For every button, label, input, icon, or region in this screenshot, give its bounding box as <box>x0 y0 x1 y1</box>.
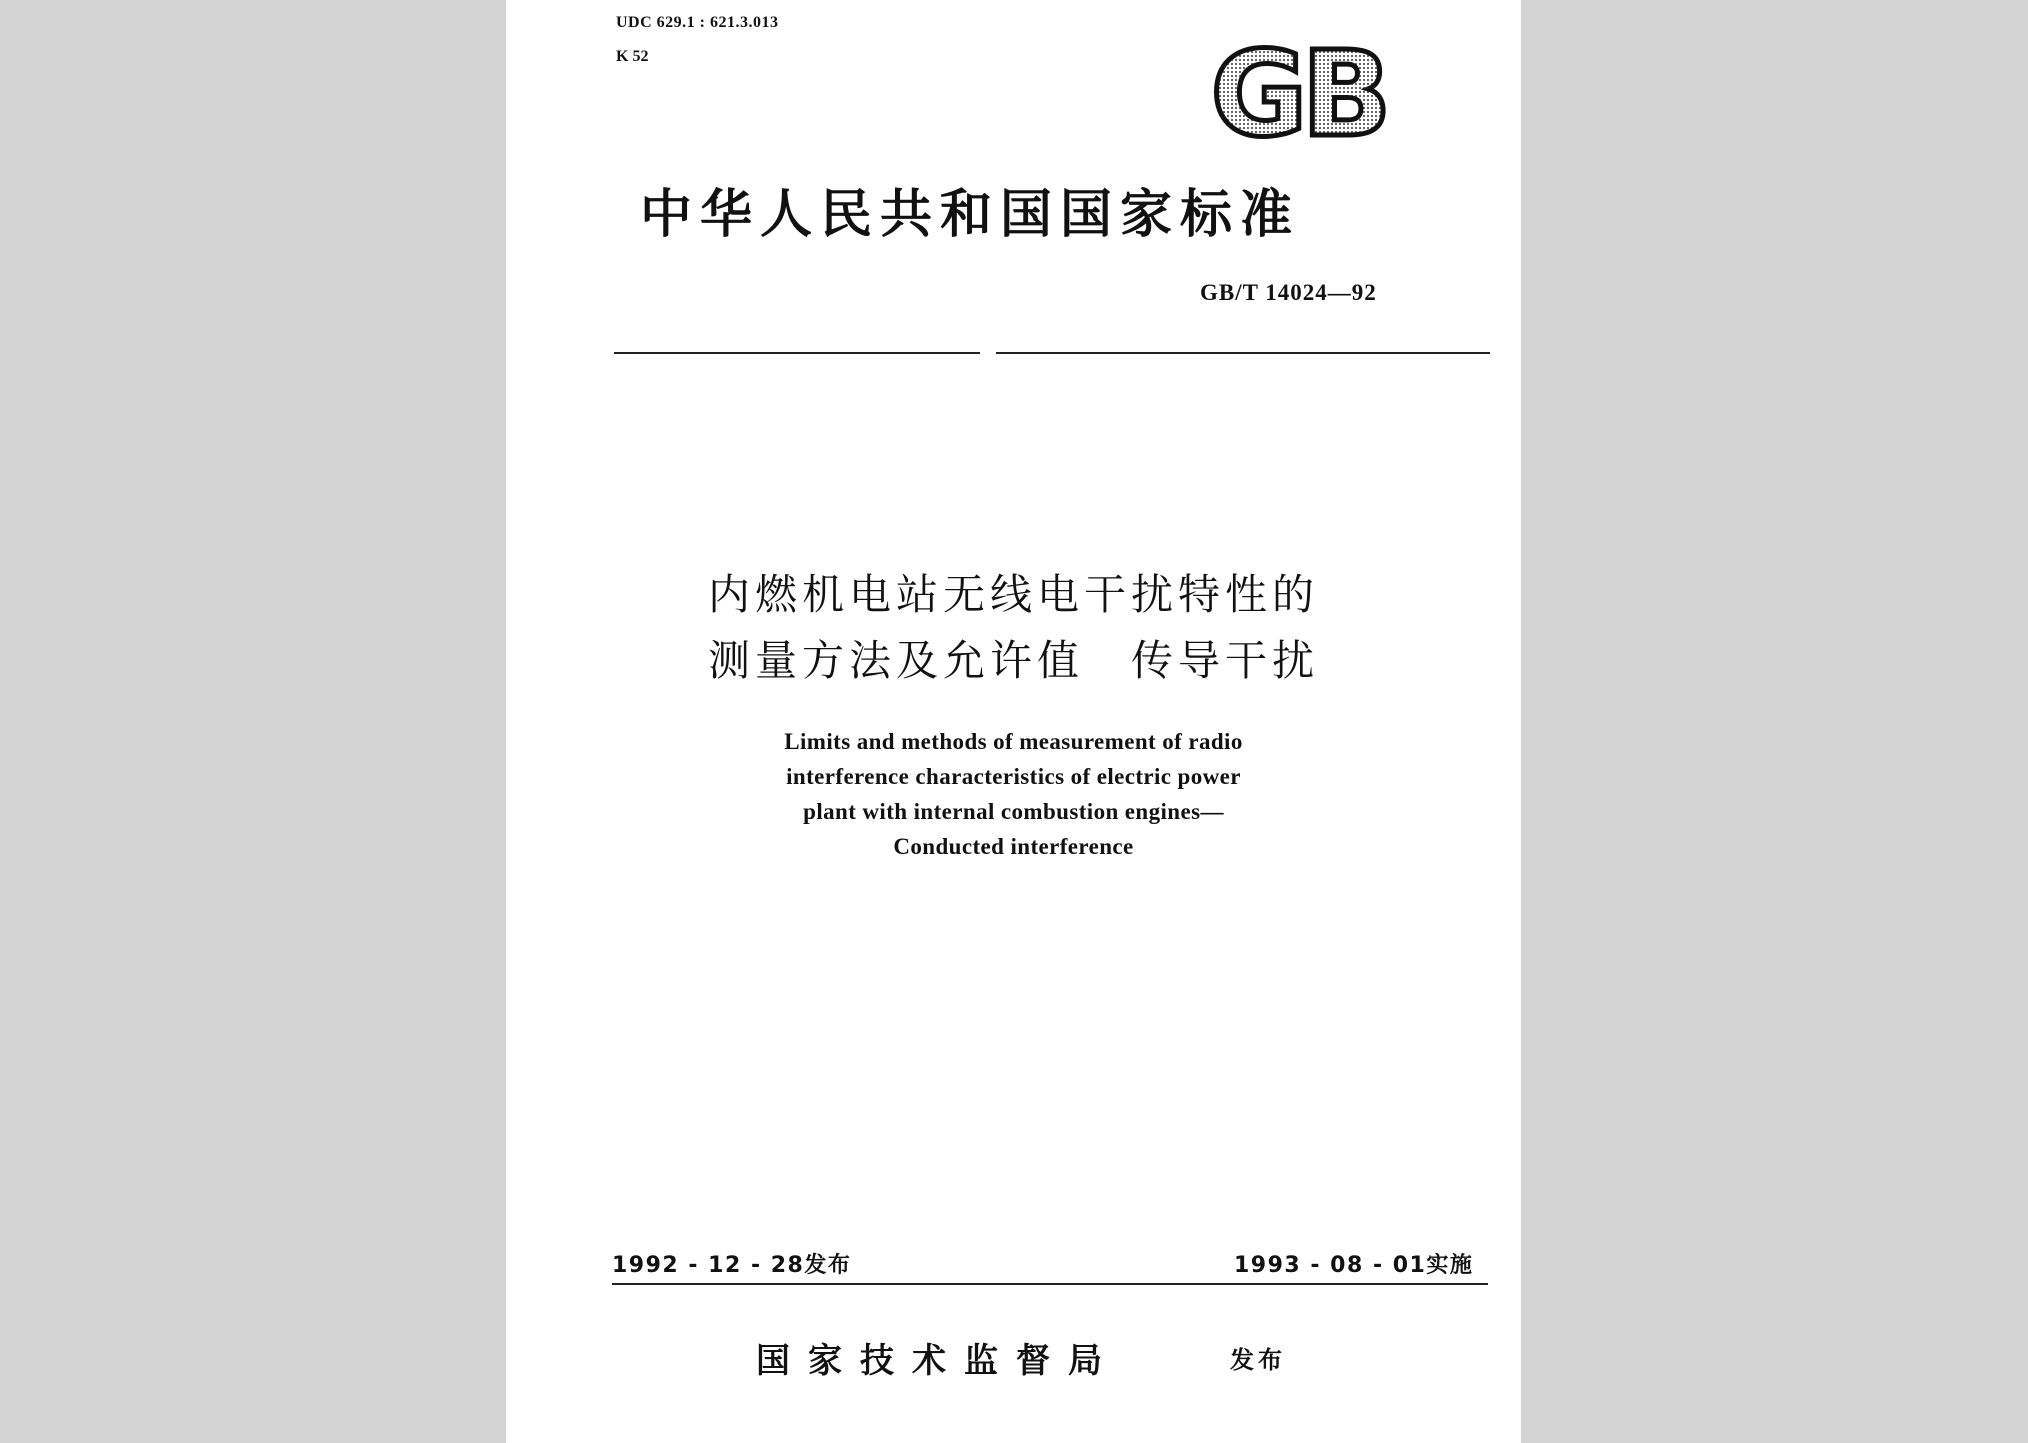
title-en-line1: Limits and methods of measurement of radio <box>784 729 1243 754</box>
document-page <box>506 0 1521 1443</box>
header-rule-gap <box>980 348 996 358</box>
gb-logo <box>1198 38 1398 146</box>
classification-code: K 52 <box>616 48 649 65</box>
publish-label: 发布 <box>1230 1345 1286 1374</box>
standard-name-cn: 中华人民共和国国家标准 <box>640 185 1301 245</box>
implement-date: 1993 - 08 - 01实施 <box>1234 1253 1474 1278</box>
title-cn-line2: 测量方法及允许值 传导干扰 <box>707 636 1319 685</box>
title-cn-line1: 内燃机电站无线电干扰特性的 <box>707 570 1319 619</box>
title-en-line4: Conducted interference <box>893 834 1134 859</box>
udc-code: UDC 629.1 : 621.3.013 <box>616 14 779 31</box>
footer-rule <box>612 1283 1488 1285</box>
publisher-name: 国家技术监督局 <box>756 1341 1120 1381</box>
title-en-line2: interference characteristics of electric power <box>786 764 1241 789</box>
header-rule <box>614 352 1490 354</box>
standard-number: GB/T 14024—92 <box>1200 280 1377 305</box>
issue-date: 1992 - 12 - 28发布 <box>612 1253 852 1278</box>
gb-logo-text: GB <box>1210 38 1386 146</box>
title-en-line3: plant with internal combustion engines— <box>803 799 1224 824</box>
